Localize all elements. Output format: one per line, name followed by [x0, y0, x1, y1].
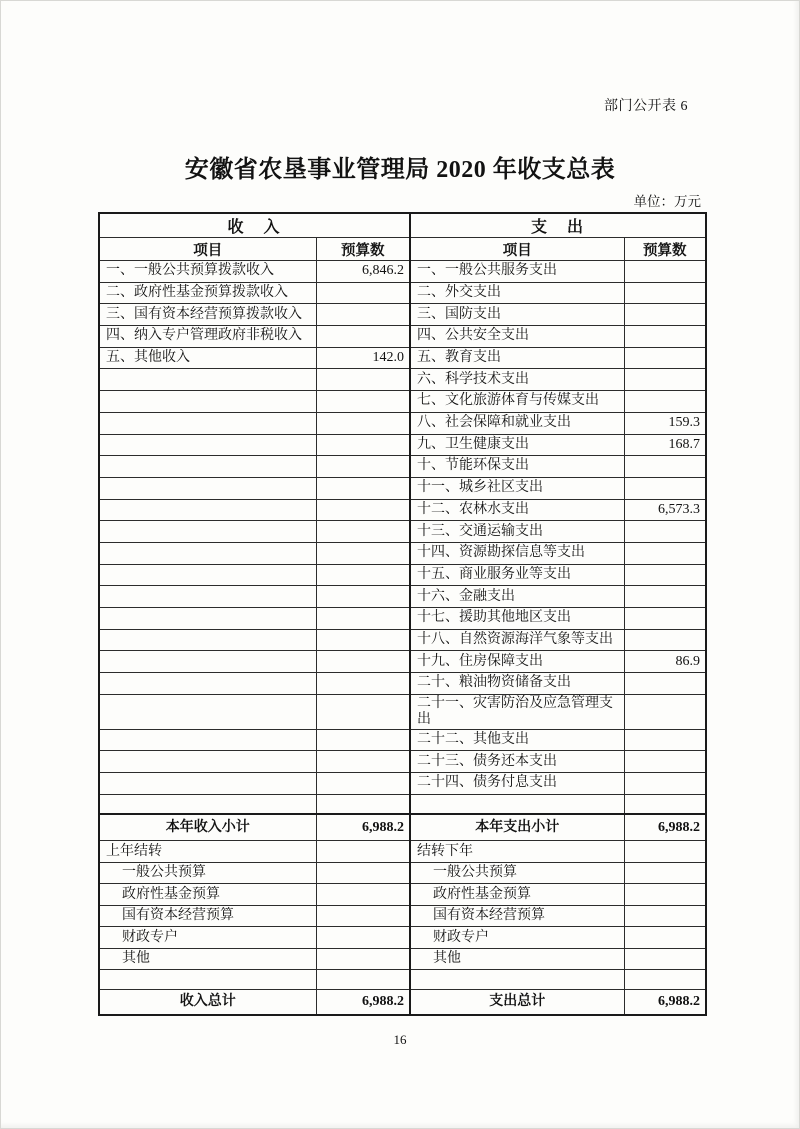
- income-item-cell: [99, 434, 316, 456]
- expense-item-cell: 国有资本经营预算: [410, 905, 624, 927]
- expense-item-cell: 二、外交支出: [410, 282, 624, 304]
- total-body: [99, 990, 706, 1016]
- expense-item-cell: 结转下年: [410, 841, 624, 863]
- expense-value-cell: [624, 282, 706, 304]
- main-rows-body: [99, 261, 706, 815]
- expense-subtotal-value: 6,988.2: [624, 814, 706, 841]
- table-row: [99, 369, 706, 391]
- income-item-cell: [99, 412, 316, 434]
- expense-item-cell: 二十一、灾害防治及应急管理支出: [410, 694, 624, 729]
- expense-value-cell: [624, 884, 706, 906]
- expense-total-value: 6,988.2: [624, 990, 706, 1016]
- expense-value-cell: [624, 542, 706, 564]
- expense-item-cell: 七、文化旅游体育与传媒支出: [410, 391, 624, 413]
- income-item-cell: 政府性基金预算: [99, 884, 316, 906]
- income-value-cell: [316, 884, 410, 906]
- income-value-cell: [316, 456, 410, 478]
- expense-value-cell: [624, 927, 706, 949]
- income-section-header: 收 入: [99, 213, 410, 238]
- table-row: [99, 729, 706, 751]
- income-item-cell: 一般公共预算: [99, 862, 316, 884]
- table-header: [99, 213, 706, 261]
- expense-item-cell: 十三、交通运输支出: [410, 521, 624, 543]
- income-item-cell: [99, 751, 316, 773]
- expense-item-cell: [410, 794, 624, 814]
- expense-subtotal-label: 本年支出小计: [410, 814, 624, 841]
- expense-value-cell: [624, 347, 706, 369]
- income-item-cell: [99, 673, 316, 695]
- income-value-cell: [316, 651, 410, 673]
- expense-item-cell: 十、节能环保支出: [410, 456, 624, 478]
- expense-value-cell: [624, 629, 706, 651]
- table-row: [99, 499, 706, 521]
- income-total-label: 收入总计: [99, 990, 316, 1016]
- expense-item-cell: 十五、商业服务业等支出: [410, 564, 624, 586]
- income-value-cell: [316, 862, 410, 884]
- income-value-cell: [316, 608, 410, 630]
- carryover-row: [99, 862, 706, 884]
- income-item-column-header: 项目: [99, 238, 316, 261]
- expense-item-cell: 其他: [410, 948, 624, 970]
- expense-item-cell: 二十二、其他支出: [410, 729, 624, 751]
- table-row: [99, 629, 706, 651]
- expense-value-cell: 159.3: [624, 412, 706, 434]
- expense-item-cell: 四、公共安全支出: [410, 326, 624, 348]
- table-row: [99, 694, 706, 729]
- income-item-cell: [99, 773, 316, 795]
- income-item-cell: [99, 542, 316, 564]
- income-value-cell: [316, 773, 410, 795]
- income-item-cell: [99, 456, 316, 478]
- income-total-value: 6,988.2: [316, 990, 410, 1016]
- expense-value-cell: [624, 369, 706, 391]
- expense-item-cell: 十二、农林水支出: [410, 499, 624, 521]
- expense-value-cell: 6,573.3: [624, 499, 706, 521]
- expense-value-cell: [624, 751, 706, 773]
- expense-item-cell: 五、教育支出: [410, 347, 624, 369]
- income-item-cell: [99, 629, 316, 651]
- income-item-cell: [99, 477, 316, 499]
- income-item-cell: [99, 729, 316, 751]
- income-value-cell: [316, 673, 410, 695]
- table-row: [99, 794, 706, 814]
- income-item-cell: [99, 608, 316, 630]
- income-item-cell: [99, 694, 316, 729]
- expense-value-cell: [624, 586, 706, 608]
- expense-item-cell: 十九、住房保障支出: [410, 651, 624, 673]
- table-row: [99, 542, 706, 564]
- expense-budget-column-header: 预算数: [624, 238, 706, 261]
- page-title: 安徽省农垦事业管理局 2020 年收支总表: [184, 157, 616, 183]
- expense-item-cell: [410, 970, 624, 990]
- income-item-cell: 二、政府性基金预算拨款收入: [99, 282, 316, 304]
- table-row: [99, 412, 706, 434]
- expense-item-cell: 十六、金融支出: [410, 586, 624, 608]
- income-value-cell: [316, 564, 410, 586]
- subtotal-row: [99, 814, 706, 841]
- income-item-cell: [99, 391, 316, 413]
- carryover-row: [99, 948, 706, 970]
- expense-item-cell: 二十三、债务还本支出: [410, 751, 624, 773]
- expense-value-cell: [624, 694, 706, 729]
- income-item-cell: [99, 651, 316, 673]
- expense-value-cell: [624, 391, 706, 413]
- table-row: [99, 673, 706, 695]
- table-row: [99, 564, 706, 586]
- expense-item-cell: 二十、粮油物资储备支出: [410, 673, 624, 695]
- expense-total-label: 支出总计: [410, 990, 624, 1016]
- expense-value-cell: [624, 862, 706, 884]
- expense-value-cell: [624, 794, 706, 814]
- income-item-cell: 其他: [99, 948, 316, 970]
- expense-value-cell: [624, 456, 706, 478]
- table-row: [99, 586, 706, 608]
- expense-item-cell: 十八、自然资源海洋气象等支出: [410, 629, 624, 651]
- expense-item-cell: 十七、援助其他地区支出: [410, 608, 624, 630]
- income-item-cell: 财政专户: [99, 927, 316, 949]
- expense-item-cell: 财政专户: [410, 927, 624, 949]
- income-value-cell: 142.0: [316, 347, 410, 369]
- income-value-cell: [316, 477, 410, 499]
- carryover-row: [99, 884, 706, 906]
- carryover-body: [99, 841, 706, 990]
- income-value-cell: [316, 694, 410, 729]
- income-value-cell: [316, 586, 410, 608]
- budget-summary-table: [98, 212, 707, 1016]
- column-header-row: [99, 238, 706, 261]
- expense-value-cell: [624, 729, 706, 751]
- table-row: [99, 261, 706, 283]
- income-item-cell: [99, 794, 316, 814]
- income-value-cell: [316, 391, 410, 413]
- table-row: [99, 477, 706, 499]
- table-row: [99, 521, 706, 543]
- table-row: [99, 282, 706, 304]
- income-value-cell: [316, 970, 410, 990]
- income-item-cell: 四、纳入专户管理政府非税收入: [99, 326, 316, 348]
- table-row: [99, 347, 706, 369]
- table-row: [99, 773, 706, 795]
- expense-value-cell: [624, 948, 706, 970]
- expense-item-cell: 三、国防支出: [410, 304, 624, 326]
- expense-item-cell: 政府性基金预算: [410, 884, 624, 906]
- expense-value-cell: 86.9: [624, 651, 706, 673]
- expense-item-cell: 一、一般公共服务支出: [410, 261, 624, 283]
- income-value-cell: [316, 521, 410, 543]
- total-row: [99, 990, 706, 1016]
- income-value-cell: [316, 412, 410, 434]
- carryover-row: [99, 970, 706, 990]
- income-item-cell: 五、其他收入: [99, 347, 316, 369]
- expense-value-cell: 168.7: [624, 434, 706, 456]
- income-value-cell: [316, 434, 410, 456]
- income-item-cell: [99, 586, 316, 608]
- table-row: [99, 391, 706, 413]
- income-value-cell: [316, 841, 410, 863]
- table-row: [99, 651, 706, 673]
- expense-item-cell: 八、社会保障和就业支出: [410, 412, 624, 434]
- carryover-row: [99, 927, 706, 949]
- expense-value-cell: [624, 564, 706, 586]
- expense-item-cell: 十四、资源勘探信息等支出: [410, 542, 624, 564]
- income-item-cell: [99, 499, 316, 521]
- table-row: [99, 608, 706, 630]
- expense-value-cell: [624, 841, 706, 863]
- expense-item-column-header: 项目: [410, 238, 624, 261]
- expense-value-cell: [624, 521, 706, 543]
- table-row: [99, 326, 706, 348]
- expense-item-cell: 一般公共预算: [410, 862, 624, 884]
- table-row: [99, 434, 706, 456]
- income-item-cell: 三、国有资本经营预算拨款收入: [99, 304, 316, 326]
- expense-value-cell: [624, 673, 706, 695]
- carryover-row: [99, 841, 706, 863]
- expense-value-cell: [624, 905, 706, 927]
- income-subtotal-label: 本年收入小计: [99, 814, 316, 841]
- expense-item-cell: 二十四、债务付息支出: [410, 773, 624, 795]
- expense-item-cell: 十一、城乡社区支出: [410, 477, 624, 499]
- income-value-cell: [316, 369, 410, 391]
- expense-section-header: 支 出: [410, 213, 706, 238]
- income-item-cell: 国有资本经营预算: [99, 905, 316, 927]
- expense-value-cell: [624, 970, 706, 990]
- income-value-cell: [316, 948, 410, 970]
- income-value-cell: [316, 326, 410, 348]
- expense-value-cell: [624, 477, 706, 499]
- income-item-cell: [99, 970, 316, 990]
- income-value-cell: [316, 794, 410, 814]
- carryover-row: [99, 905, 706, 927]
- unit-label: 单位：万元: [633, 194, 701, 209]
- expense-value-cell: [624, 304, 706, 326]
- expense-value-cell: [624, 608, 706, 630]
- subtotal-body: [99, 814, 706, 841]
- income-value-cell: [316, 729, 410, 751]
- expense-value-cell: [624, 261, 706, 283]
- table-row: [99, 751, 706, 773]
- income-value-cell: [316, 927, 410, 949]
- table-row: [99, 456, 706, 478]
- income-value-cell: 6,846.2: [316, 261, 410, 283]
- income-value-cell: [316, 629, 410, 651]
- income-budget-column-header: 预算数: [316, 238, 410, 261]
- page-number: 16: [393, 1032, 407, 1047]
- income-item-cell: [99, 369, 316, 391]
- section-header-row: [99, 213, 706, 238]
- income-value-cell: [316, 499, 410, 521]
- expense-item-cell: 六、科学技术支出: [410, 369, 624, 391]
- income-value-cell: [316, 304, 410, 326]
- income-value-cell: [316, 282, 410, 304]
- expense-value-cell: [624, 326, 706, 348]
- expense-value-cell: [624, 773, 706, 795]
- income-value-cell: [316, 905, 410, 927]
- doc-ref-label: 部门公开表 6: [604, 99, 688, 114]
- income-item-cell: [99, 521, 316, 543]
- table-row: [99, 304, 706, 326]
- income-value-cell: [316, 542, 410, 564]
- income-item-cell: 上年结转: [99, 841, 316, 863]
- income-subtotal-value: 6,988.2: [316, 814, 410, 841]
- income-item-cell: 一、一般公共预算拨款收入: [99, 261, 316, 283]
- income-item-cell: [99, 564, 316, 586]
- expense-item-cell: 九、卫生健康支出: [410, 434, 624, 456]
- income-value-cell: [316, 751, 410, 773]
